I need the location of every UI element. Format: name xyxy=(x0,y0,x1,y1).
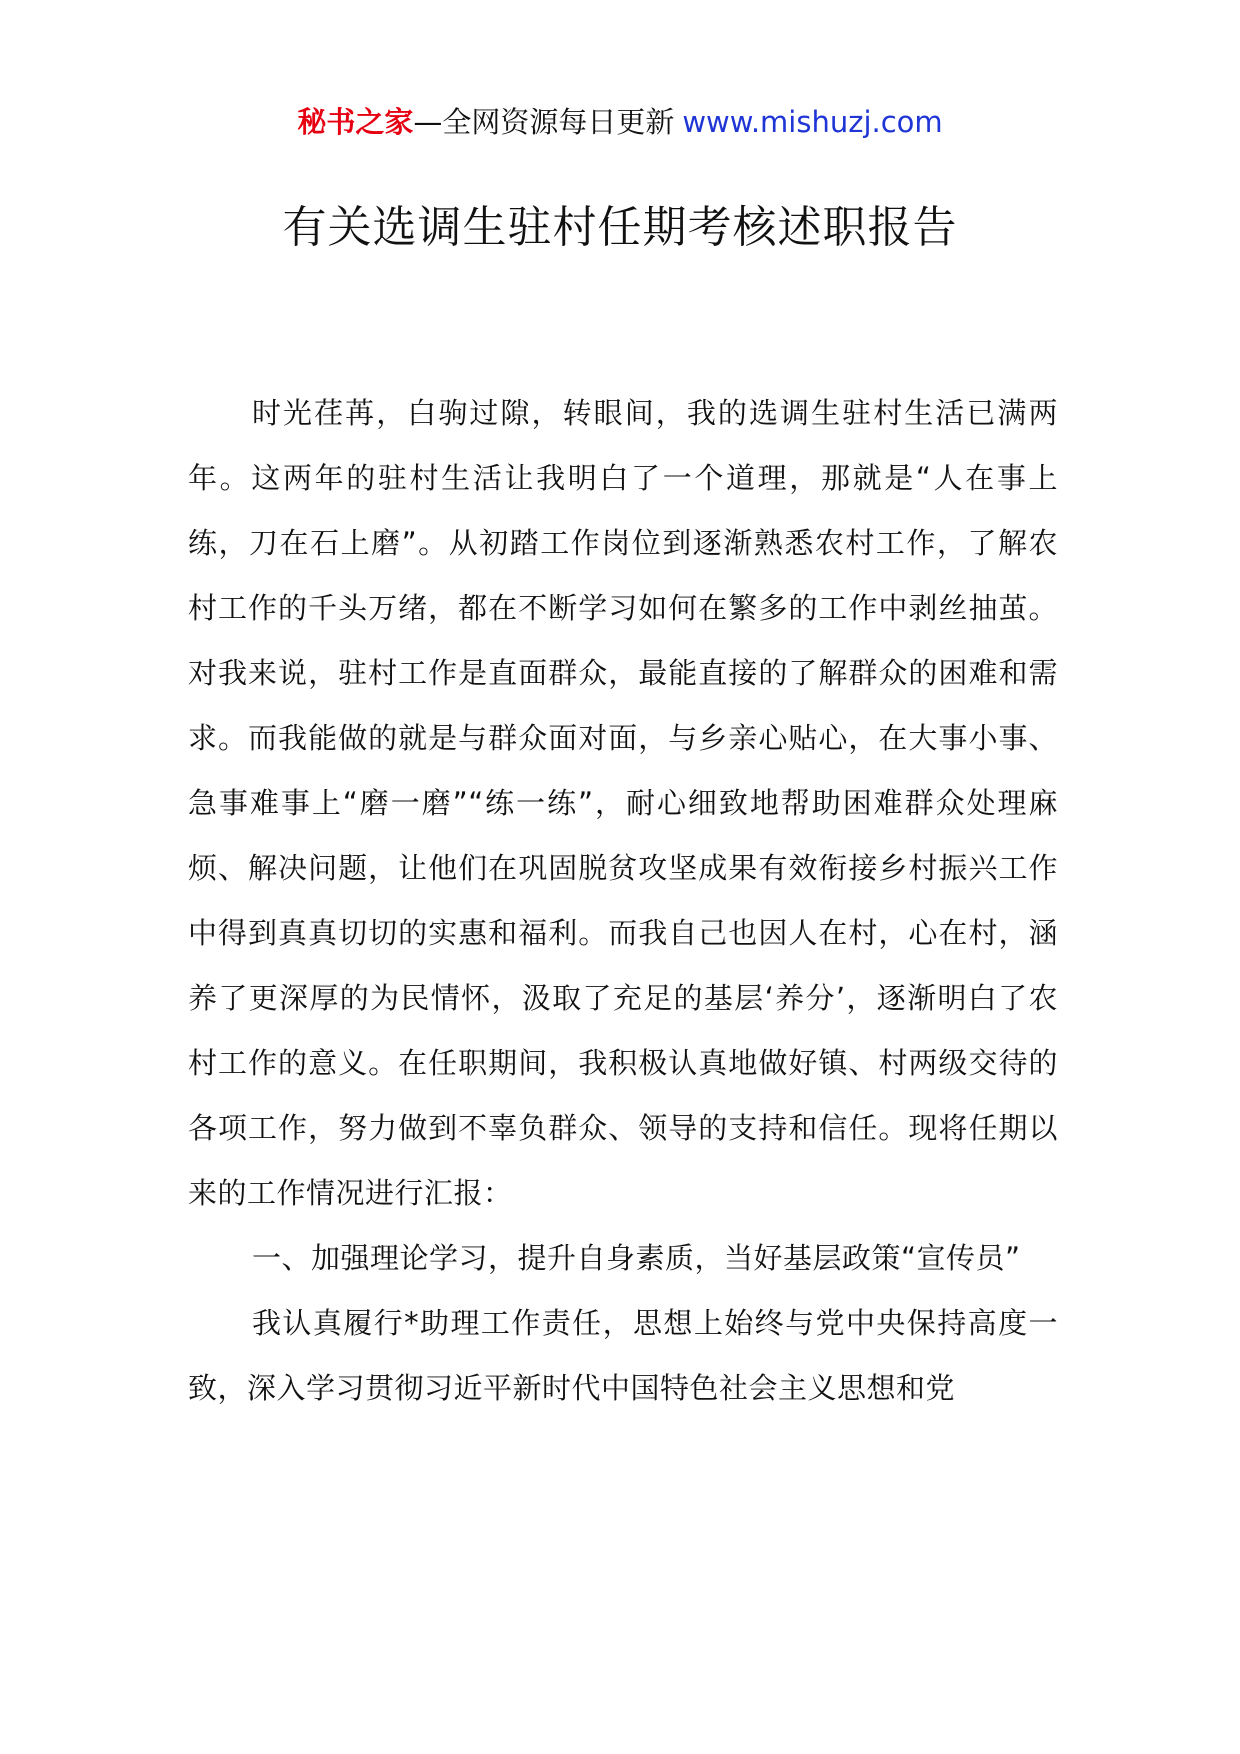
paragraph-intro: 时光荏苒，白驹过隙，转眼间，我的选调生驻村生活已满两年。这两年的驻村生活让我明白了一个道理，那就是“人在事上练，刀在石上磨”。从初踏工作岗位到逐渐熟悉农村工作，了解农村工作的千头万绪，都在不断学习如何在繁多的工作中剥丝抽茧。对我来说，驻村工作是直面群众，最能直接的了解群众的困难和需求。而我能做的就是与群众面对面，与乡亲心贴心，在大事小事、急事难事上“磨一磨”“练一练”，耐心细致地帮助困难群众处理麻烦、解决问题，让他们在巩固脱贫攻坚成果有效衔接乡村振兴工作中得到真真切切的实惠和福利。而我自己也因人在村，心在村，涵养了更深厚的为民情怀，汲取了充足的基层‘养分’，逐渐明白了农村工作的意义。在任职期间，我积极认真地做好镇、村两级交待的各项工作，努力做到不辜负群众、领导的支持和信任。现将任期以来的工作情况进行汇报： xyxy=(188,396,1058,1210)
site-url-link[interactable]: www.mishuzj.com xyxy=(682,105,943,139)
paragraph-section-1: 我认真履行*助理工作责任，思想上始终与党中央保持高度一致，深入学习贯彻习近平新时代中国特色社会主义思想和党 xyxy=(188,1306,1058,1405)
brand-name: 秘书之家 xyxy=(297,105,414,139)
site-header xyxy=(0,102,1240,142)
section-heading-1: 一、加强理论学习，提升自身素质，当好基层政策“宣传员” xyxy=(252,1241,1021,1275)
document-title: 有关选调生驻村任期考核述职报告 xyxy=(282,202,958,253)
header-slogan: —全网资源每日更新 xyxy=(413,105,675,139)
document-body xyxy=(188,381,1058,1421)
